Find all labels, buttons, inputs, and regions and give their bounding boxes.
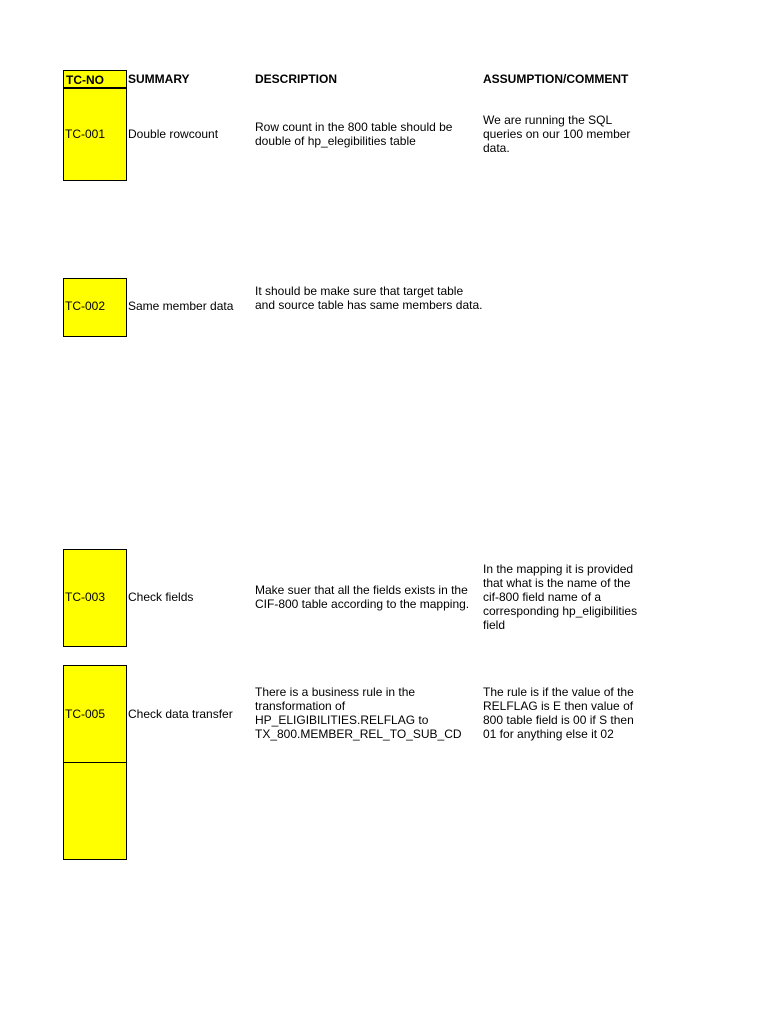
tc-description: Row count in the 800 table should be double of hp_elegibilities table [255,120,453,148]
header-assumption: ASSUMPTION/COMMENT [483,72,629,86]
tc-id: TC-005 [65,707,106,721]
tc-id: TC-002 [65,299,106,313]
tc-id: TC-001 [65,127,106,141]
tc-description: There is a business rule in the transformation of HP_ELIGIBILITIES.RELFLAG to TX_800.MEMBER_REL_TO_SUB_CD [255,685,462,741]
tc-description: Make suer that all the fields exists in the CIF-800 table according to the mapping. [255,583,470,611]
tc-assumption: The rule is if the value of the RELFLAG is E then value of 800 table field is 00 if S then 01 for anything else it 02 [483,685,634,741]
tc-id: TC-003 [65,590,106,604]
tc-summary: Check data transfer [128,707,233,721]
tc-summary: Double rowcount [128,127,219,141]
tc-summary: Same member data [128,299,234,313]
tc-assumption: We are running the SQL queries on our 100 member data. [483,113,631,155]
header-summary: SUMMARY [128,72,190,86]
tc-assumption: In the mapping it is provided that what is the name of the cif-800 field name of a corresponding hp_eligibilities field [483,562,638,632]
header-tc-no: TC-NO [63,70,127,88]
empty-tc-id-cell [63,762,127,860]
tc-summary: Check fields [128,590,194,604]
header-description: DESCRIPTION [255,72,338,86]
tc-description: It should be make sure that target table and source table has same members data. [255,284,483,312]
